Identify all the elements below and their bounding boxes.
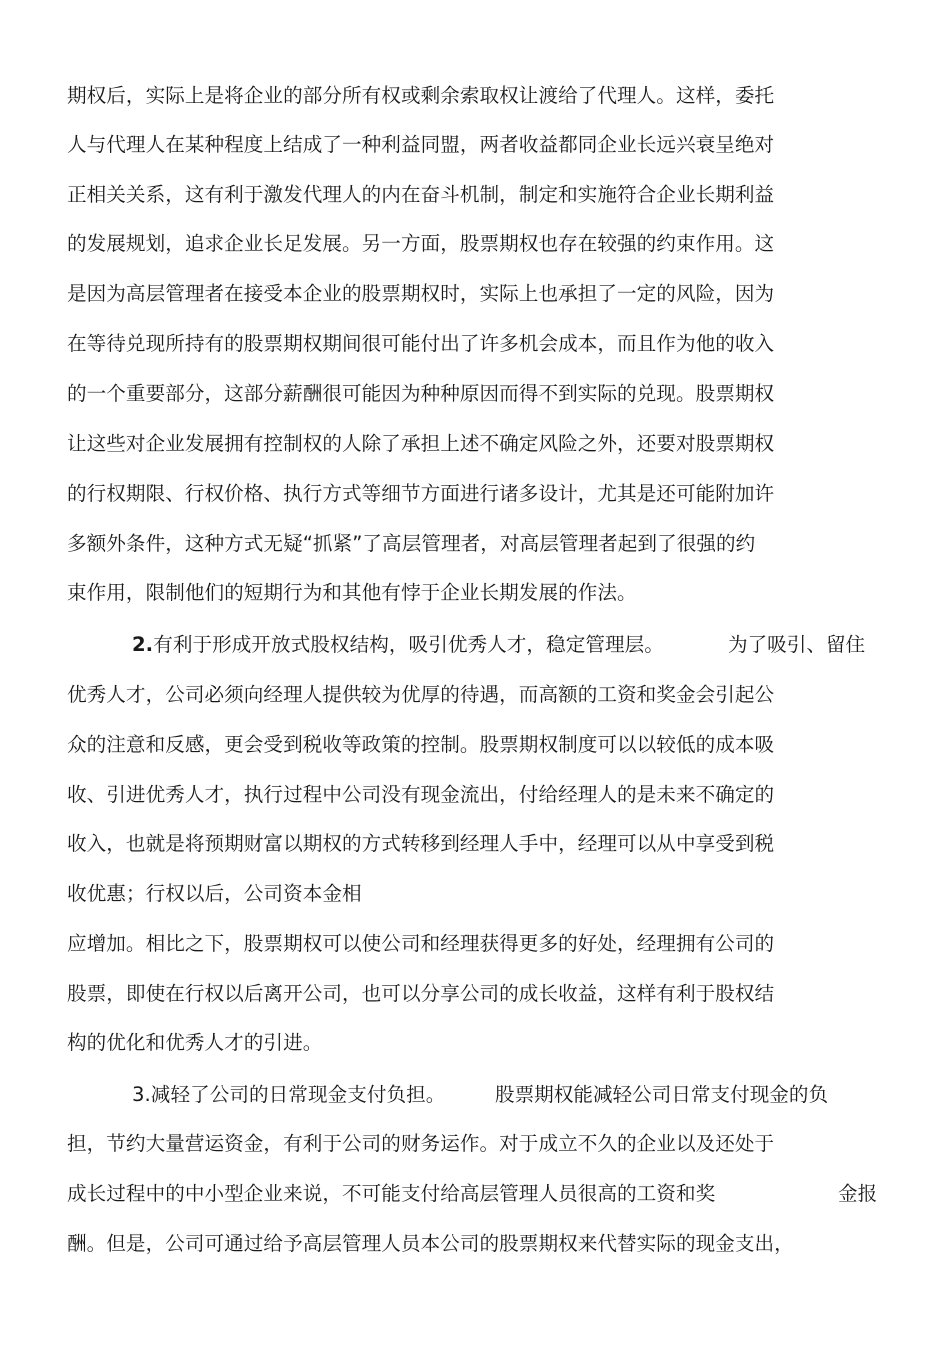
heading-tail-text: 股票期权能减轻公司日常支付现金的负 xyxy=(495,1083,829,1106)
paragraph-line: 优秀人才，公司必须向经理人提供较为优厚的待遇，而高额的工资和奖金会引起公 xyxy=(67,683,775,706)
paragraph-line: 是因为高层管理者在接受本企业的股票期权时，实际上也承担了一定的风险，因为 xyxy=(67,282,775,305)
paragraph-line: 收优惠；行权以后，公司资本金相 xyxy=(67,882,362,905)
section-heading-3 xyxy=(132,1082,445,1108)
paragraph-line: 众的注意和反感，更会受到税收等政策的控制。股票期权制度可以以较低的成本吸 xyxy=(67,733,775,756)
paragraph-line: 收入，也就是将预期财富以期权的方式转移到经理人手中，经理可以从中享受到税 xyxy=(67,832,775,855)
section-number: 3. xyxy=(132,1083,151,1106)
paragraph-line: 担，节约大量营运资金，有利于公司的财务运作。对于成立不久的企业以及还处于 xyxy=(67,1132,775,1155)
paragraph-line: 的发展规划，追求企业长足发展。另一方面，股票期权也存在较强的约束作用。这 xyxy=(67,232,775,255)
paragraph-line: 股票，即使在行权以后离开公司，也可以分享公司的成长收益，这样有利于股权结 xyxy=(67,982,775,1005)
paragraph-line: 多额外条件，这种方式无疑“抓紧”了高层管理者，对高层管理者起到了很强的约 xyxy=(67,532,756,555)
paragraph-line: 的一个重要部分，这部分薪酬很可能因为种种原因而得不到实际的兑现。股票期权 xyxy=(67,382,775,405)
section-heading-text: 减轻了公司的日常现金支付负担。 xyxy=(150,1083,446,1106)
paragraph-line: 让这些对企业发展拥有控制权的人除了承担上述不确定风险之外，还要对股票期权 xyxy=(67,432,775,455)
paragraph-line: 成长过程中的中小型企业来说，不可能支付给高层管理人员很高的工资和奖 xyxy=(67,1182,716,1205)
paragraph-line: 的行权期限、行权价格、执行方式等细节方面进行诸多设计，尤其是还可能附加许 xyxy=(67,482,775,505)
section-heading-2 xyxy=(132,632,664,658)
paragraph-line: 期权后，实际上是将企业的部分所有权或剩余索取权让渡给了代理人。这样，委托 xyxy=(67,84,775,107)
paragraph-line: 在等待兑现所持有的股票期权期间很可能付出了许多机会成本，而且作为他的收入 xyxy=(67,332,775,355)
paragraph-line: 收、引进优秀人才，执行过程中公司没有现金流出，付给经理人的是未来不确定的 xyxy=(67,783,775,806)
paragraph-line: 束作用，限制他们的短期行为和其他有悖于企业长期发展的作法。 xyxy=(67,581,637,604)
paragraph-line: 构的优化和优秀人才的引进。 xyxy=(67,1031,323,1054)
split-tail-text: 金报 xyxy=(838,1182,878,1205)
section-number: 2. xyxy=(132,633,154,656)
paragraph-line: 正相关关系，这有利于激发代理人的内在奋斗机制，制定和实施符合企业长期利益 xyxy=(67,183,775,206)
section-heading-text: 有利于形成开放式股权结构，吸引优秀人才，稳定管理层。 xyxy=(153,633,664,656)
paragraph-line: 人与代理人在某种程度上结成了一种利益同盟，两者收益都同企业长远兴衰呈绝对 xyxy=(67,133,775,156)
heading-tail-text: 为了吸引、留住 xyxy=(728,633,866,656)
paragraph-line: 酬。但是，公司可通过给予高层管理人员本公司的股票期权来代替实际的现金支出， xyxy=(67,1232,794,1255)
paragraph-line: 应增加。相比之下，股票期权可以使公司和经理获得更多的好处，经理拥有公司的 xyxy=(67,932,775,955)
